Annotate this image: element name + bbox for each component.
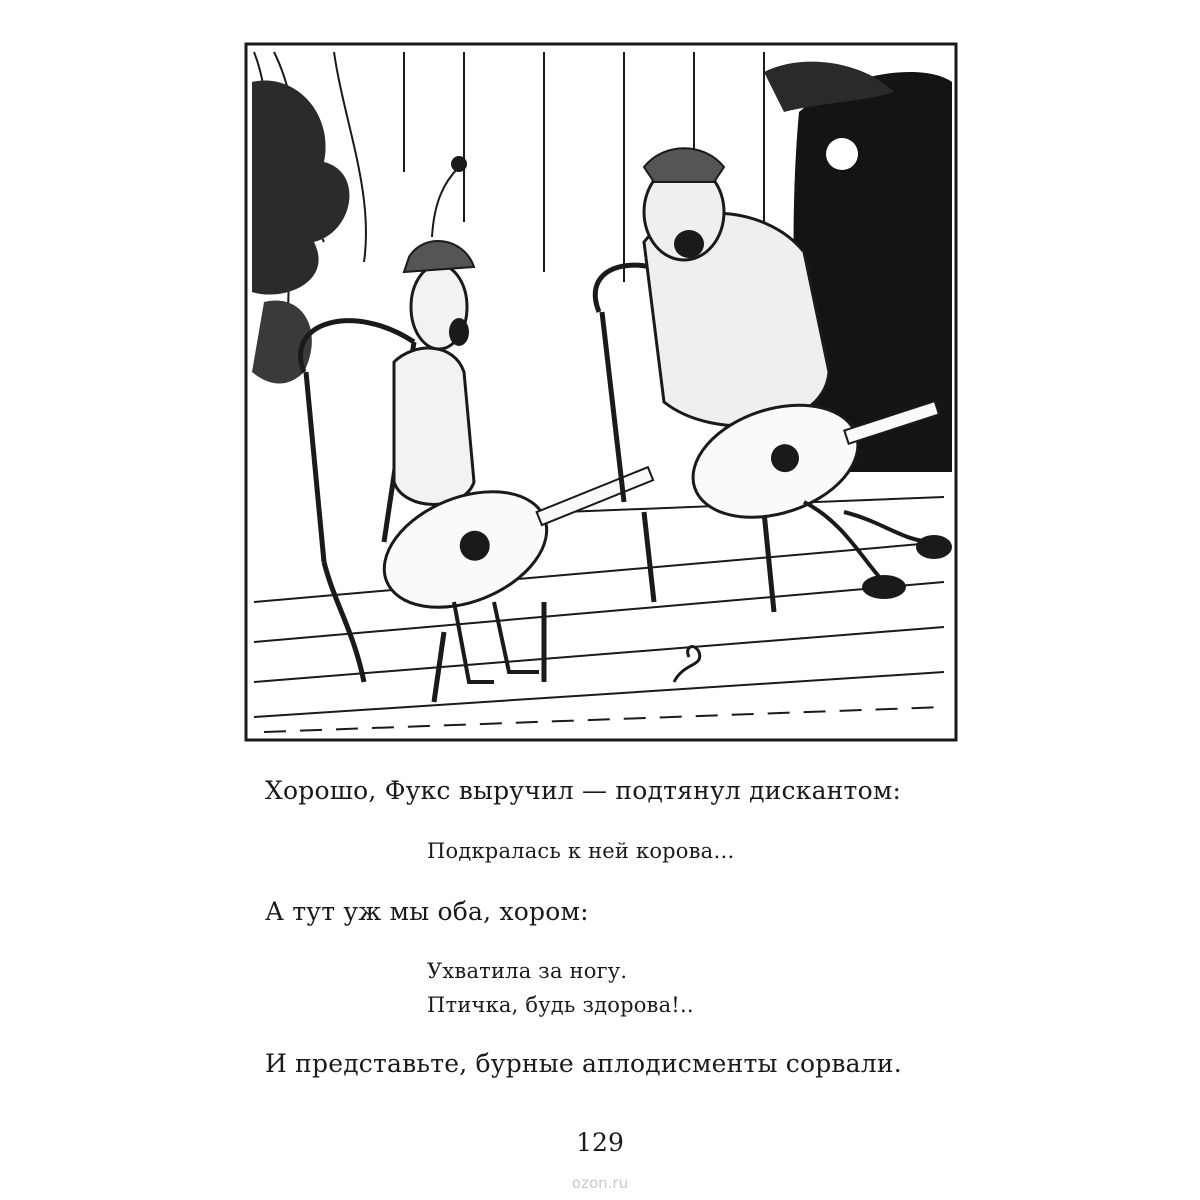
verse-line-1: Подкралась к ней корова… — [427, 839, 735, 863]
page-number: 129 — [576, 1128, 624, 1157]
verse-line-3: Птичка, будь здорова!.. — [427, 993, 694, 1017]
watermark: ozon.ru — [571, 1174, 629, 1192]
verse-line-2: Ухватила за ногу. — [427, 959, 628, 983]
paragraph-1: Хорошо, Фукс выручил — подтянул дискантом: — [265, 776, 902, 805]
singers-illustration-icon — [244, 42, 958, 742]
paragraph-3: И представьте, бурные аплодисменты сорвали. — [265, 1049, 902, 1078]
paragraph-2: А тут уж мы оба, хором: — [265, 897, 589, 926]
book-illustration — [244, 42, 958, 742]
